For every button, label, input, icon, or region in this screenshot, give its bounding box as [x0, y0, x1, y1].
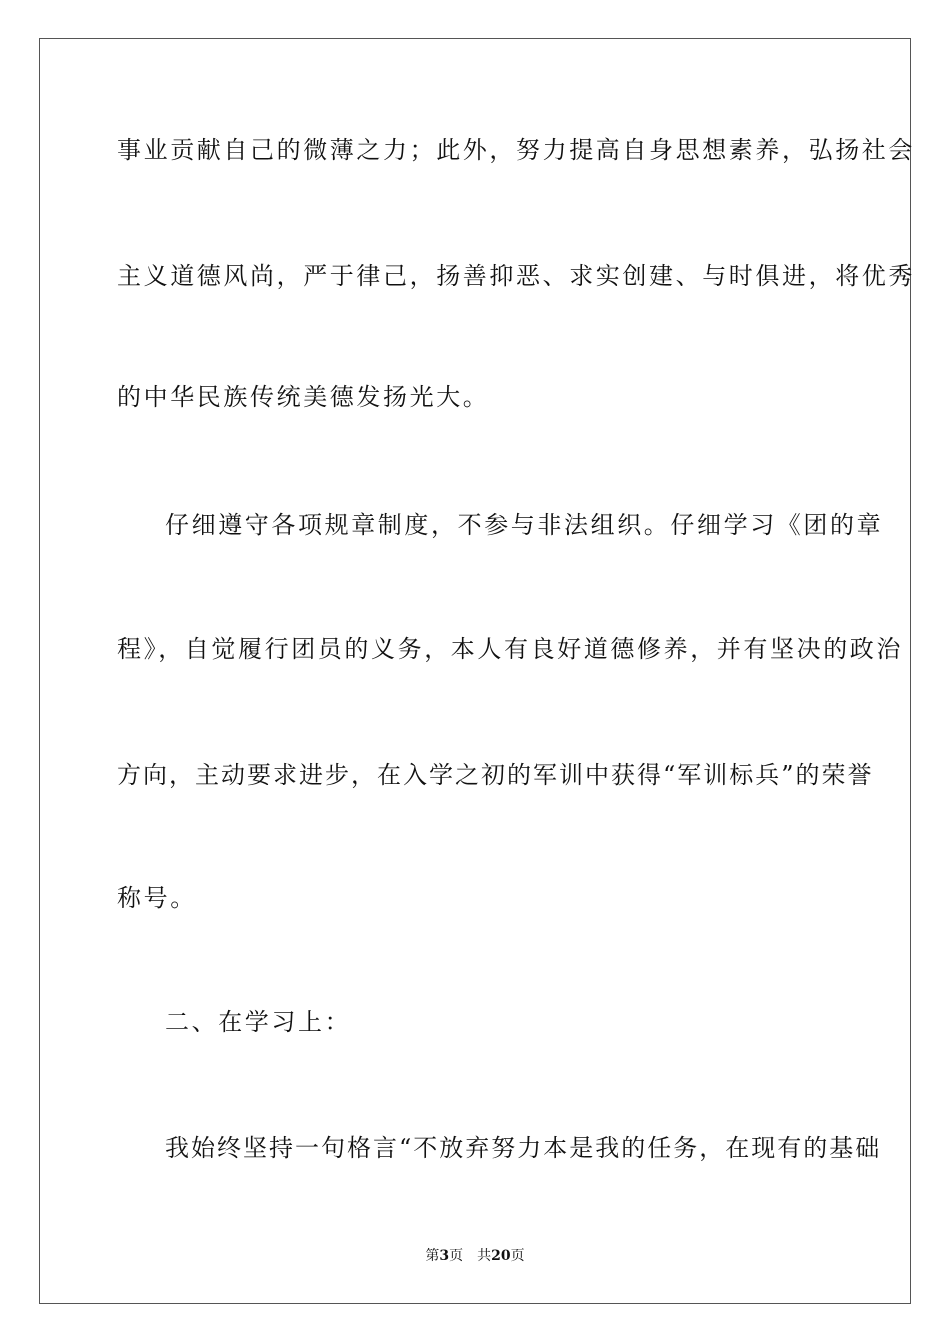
- body-line-5: 程》，自觉履行团员的义务，本人有良好道德修养，并有坚决的政治: [117, 635, 903, 663]
- body-line-4: 仔细遵守各项规章制度，不参与非法组织。仔细学习《团的章: [165, 511, 884, 539]
- body-line-8: 我始终坚持一句格言“不放弃努力本是我的任务，在现有的基础: [165, 1134, 882, 1162]
- total-prefix: 共: [477, 1248, 492, 1264]
- total-pages: 20: [491, 1248, 511, 1264]
- page-prefix: 第: [425, 1248, 440, 1264]
- total-suffix: 页: [510, 1248, 525, 1264]
- body-line-2: 主义道德风尚，严于律己，扬善抑恶、求实创建、与时俱进，将优秀: [117, 262, 915, 290]
- page-suffix: 页: [449, 1248, 464, 1264]
- page-number: 3: [439, 1248, 450, 1264]
- body-line-1: 事业贡献自己的微薄之力；此外，努力提高自身思想素养，弘扬社会: [117, 136, 915, 164]
- body-line-3: 的中华民族传统美德发扬光大。: [117, 383, 490, 411]
- body-line-6: 方向，主动要求进步，在入学之初的军训中获得“军训标兵”的荣誉: [117, 761, 874, 789]
- section-heading: 二、在学习上：: [165, 1008, 352, 1036]
- page-border: [39, 38, 915, 1304]
- body-line-7: 称号。: [117, 884, 197, 912]
- page-footer: [0, 1247, 950, 1265]
